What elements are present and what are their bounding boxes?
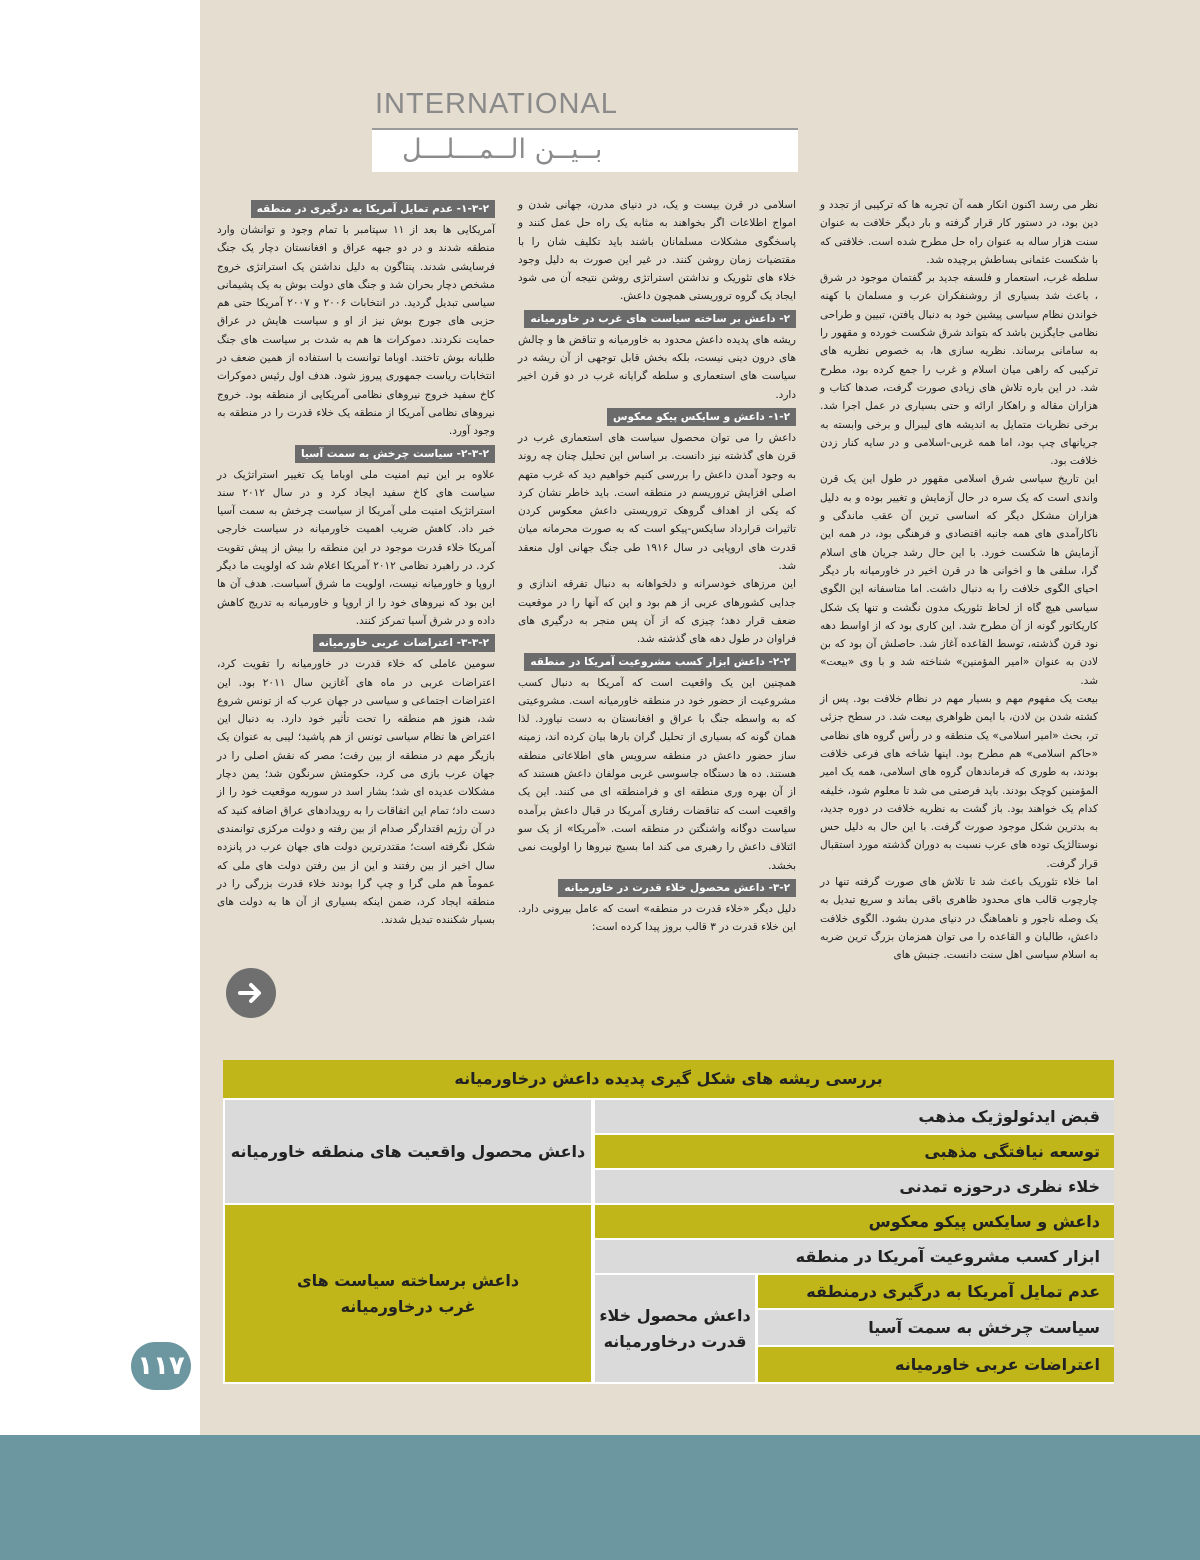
paragraph: دلیل دیگر «خلاء قدرت در منطقه» است که عامل بیرونی دارد. این خلاء قدرت در ۳ قالب بروز پیدا کرده است:: [518, 902, 796, 934]
table-row: داعش و سایکس پیکو معکوس: [595, 1205, 1114, 1238]
subgroup-label-power-vacuum: [595, 1275, 755, 1382]
group-label-western-policy: [225, 1205, 591, 1382]
text-column-1: [820, 196, 1098, 964]
paragraph: بیعت یک مفهوم مهم و بسیار مهم در نظام خلافت بود. پس از کشته شدن بن لادن، با ایمن ظواهری بیعت شد. در سطح جزئی تر، بحث «امیر اسلامی» یک منطقه و در رأس گروه های نظامی «حاکم اسلامی» هم مطرح بود. اینها شاخه های فرعی خلافت بودند، به طوری که فرماندهان گروه های اسلامی، همه یک امیر المؤمنین کوچک بودند. باید فرصتی می شد تا معلوم شود، خلیفه کدام یک خواهند بود. باز گشت به نظریه خلافت در دوره جدید، به بدترین شکل موجود صورت گرفت. با این حال به دلیل حس نوستالژیک توده های عرب نسبت به دوران گذشته مورد استقبال قرار گرفت.: [820, 693, 1098, 870]
paragraph: این تاریخ سیاسی شرق اسلامی مقهور در طول این یک قرن واندی است که یک سره در حال آزمایش و تغییر بوده و به دلیل هزاران مشکل دیگر که اساسی ترین آن عقب ماندگی و ناکارآمدی های همه جانبه اقتصادی و فرهنگی بود، در همه این آزمایش ها شکست خورد. با این حال رشد جریان های اسلام گرا، سلفی ها و اخوانی ها در قرن اخیر در خاورمیانه بار دیگر احیای الگوی خلافت را به دنبال داشت. اما متاسفانه این الگوی سیاسی هیچ گاه از لحاظ تئوریک مدون نگشت و تنها یک شکل کاریکاتور گونه از آن مطرح شد. این کاری بود که از اواسط دهه نود قرن گذشته، توسط القاعده آغاز شد. حاصلش آن بود که بن لادن به عنوان «امیر المؤمنین» شناخته شد و با وی «بیعت» شد.: [820, 473, 1098, 687]
table-title: بررسی ریشه های شکل گیری پدیده داعش درخاورمیانه: [223, 1060, 1114, 1098]
table-row: توسعه نیافتگی مذهبی: [595, 1135, 1114, 1168]
bottom-band: [0, 1435, 1200, 1560]
subgroup-label-line: قدرت درخاورمیانه: [603, 1331, 747, 1351]
section-heading: ۱-۲- داعش و سایکس پیکو معکوس: [607, 408, 796, 426]
group-label-regional: داعش محصول واقعیت های منطقه خاورمیانه: [225, 1100, 591, 1203]
section-heading: ۳-۲- داعش محصول خلاء قدرت در خاورمیانه: [558, 879, 796, 897]
section-label-english: INTERNATIONAL: [375, 88, 618, 120]
section-label-arabic: بــیــن الــمـــلـــل: [402, 134, 603, 165]
text-column-2: [518, 196, 796, 936]
section-heading: ۱-۳-۲- عدم تمایل آمریکا به درگیری در منطقه: [251, 200, 495, 218]
paragraph: اما خلاء تئوریک باعث شد تا تلاش های صورت گرفته تنها در چارچوب قالب های محدود ظاهری باقی بماند و سریع تبدیل به یک وصله ناجور و ناهماهنگ در دنیای مدرن بشود. الگوی خلافت داعش، طالبان و القاعده را می توان همزمان بزرگ ترین ضربه به اسلام سیاسی اهل سنت دانست. جنبش های: [820, 875, 1098, 962]
subgroup-label-line: داعش محصول خلاء: [599, 1305, 751, 1325]
paragraph: همچنین این یک واقعیت است که آمریکا به دنبال کسب مشروعیت از حضور خود در منطقه خاورمیانه است. مشروعیتی که به واسطه جنگ با عراق و افغانستان به دست نیاورد. لذا همان گونه که بسیاری از تحلیل گران بارها بیان کرده اند، زمینه ساز حضور داعش در منطقه سرویس های اطلاعاتی منطقه هستند. ده ها دستگاه جاسوسی غربی مولفان داعش هستند که از آن بهره وری منطقه ای و فرامنطقه ای می کنند. این یک واقعیت است که تناقضات رفتاری آمریکا در قبال داعش برآمده سیاست دوگانه واشنگتن در منطقه است. «آمریکا» از یک سو ائتلاف داعش را رهبری می کند اما بسیج نیروها را اولویت نمی بخشد.: [518, 676, 796, 872]
text-column-3: [217, 196, 495, 930]
paragraph: سلطه غرب، استعمار و فلسفه جدید بر گفتمان موجود در شرق ، باعث شد بسیاری از روشنفکران عرب و مسلمان با کهنه خواندن نظام سیاسی پیشین خود به دنبال یافتن، تبیین و طراحی نظامی جایگزین باشد که بتواند شرق شکست خورده و مقهور را به سامانی برساند. نظریه سازی ها، به خصوص نظریه های ترکیبی که راهی میان اسلام و غرب را جمع کرده بود، مطرح شد. در این باره تلاش های زیادی صورت گرفت، صدها کتاب و هزاران مقاله و راهکار ارائه و حتی بسیاری در عمل اجرا شد. برخی نظریات متمایل به اندیشه های لیبرال و برخی وابسته به جریانهای چپ بود، اما همه غربی-اسلامی و در سایه کنار زدن خلافت بود.: [820, 272, 1098, 468]
paragraph: علاوه بر این تیم امنیت ملی اوباما یک تغییر استراتژیک در سیاست های کاخ سفید ایجاد کرد و در سال ۲۰۱۲ سند استراتژیک امنیت ملی آمریکا از سیاست چرخش به سمت آسیا خبر داد. کاهش ضریب اهمیت خاورمیانه در سیاست خارجی آمریکا خلاء قدرت موجود در این منطقه را بیش از پیش تقویت کرد. در راهبرد نظامی ۲۰۱۲ آمریکا اعلام شد که اولویت ما دیگر اروپا و خاورمیانه نیست، اولویت ما شرق آسیاست. هدف آن ها این بود که نیروهای خود را از اروپا و خاورمیانه به تدریج کاهش داده و در شرق آسیا تمرکز کنند.: [217, 468, 495, 627]
section-heading: ۲- داعش بر ساخته سیاست های غرب در خاورمیانه: [524, 310, 796, 328]
page-number: ۱۱۷: [131, 1342, 191, 1390]
section-heading: ۲-۲- داعش ابزار کسب مشروعیت آمریکا در منطقه: [524, 653, 796, 671]
paragraph: ریشه های پدیده داعش محدود به خاورمیانه و تناقض ها و چالش های درون دینی نیست، بلکه بخش قابل توجهی از آن ریشه در سیاست های استعماری و سلطه گرایانه غرب در دو قرن اخیر دارد.: [518, 333, 796, 401]
section-label-box: [372, 128, 798, 172]
table-row: خلاء نظری درحوزه تمدنی: [595, 1170, 1114, 1203]
group-label-line: غرب درخاورمیانه: [340, 1296, 476, 1316]
table-row: سیاست چرخش به سمت آسیا: [758, 1310, 1114, 1345]
continue-arrow-icon[interactable]: [226, 968, 276, 1018]
table-row: ابزار کسب مشروعیت آمریکا در منطقه: [595, 1240, 1114, 1273]
table-row: اعتراضات عربی خاورمیانه: [758, 1347, 1114, 1382]
paragraph: این مرزهای خودسرانه و دلخواهانه به دنبال تفرقه اندازی و جدایی کشورهای عربی از هم بود و این که آنها را در موقعیت ضعف قرار دهد؛ چیزی که از آن پس منجر به درگیری های فراوان در طول دهه های گذشته شد.: [518, 578, 796, 646]
section-heading: ۳-۳-۲- اعتراضات عربی خاورمیانه: [313, 634, 496, 652]
section-heading: ۲-۳-۲- سیاست چرخش به سمت آسیا: [295, 445, 495, 463]
table-row: قبض ایدئولوژیک مذهب: [595, 1100, 1114, 1133]
paragraph: داعش را می توان محصول سیاست های استعماری غرب در قرن های گذشته نیز دانست. بر اساس این تحلیل چنان چه روند به وجود آمدن داعش را بررسی کنیم خواهیم دید که غرب متهم اصلی افزایش تروریسم در منطقه است. باید خاطر نشان کرد که یکی از اهداف گروهک تروریستی داعش معکوس کردن تاثیرات قرارداد سایکس-پیکو است که به صورت محرمانه میان قدرت های اروپایی در سال ۱۹۱۶ طی جنگ جهانی اول منعقد شد.: [518, 431, 796, 573]
paragraph: سومین عاملی که خلاء قدرت در خاورمیانه را تقویت کرد، اعتراضات عربی در ماه های آغازین سال ۲۰۱۱ بود. این اعتراضات اجتماعی و سیاسی در جهان عرب که از تونس شروع شد، هنوز هم منطقه را تحت تأثیر خود دارد. به دنبال این اعتراض ها نظام سیاسی تونس از هم پاشید؛ لیبی به عنوان یک بازیگر مهم در منطقه از بین رفت؛ مصر که نقش اصلی را در جهان عرب بازی می کرد، حکومتش سرنگون شد؛ یمن دچار مشکلات عدیده ای شد؛ بشار اسد در سوریه موقعیت خود را از دست داد؛ تمام این اتفاقات را به رویدادهای عراق اضافه کنید که در آن رژیم اقتدارگر صدام از بین رفته و دولت مرکزی توانمندی شکل نگرفته است؛ مقتدرترین دولت های جهان عرب در پانزده سال اخیر از بین رفتند و این از بین رفتن دولت های ملی که عموماً هم ملی گرا و چپ گرا بودند خلاء قدرت بزرگی را در منطقه ایجاد کرد، ضمن اینکه بسیاری از آن ها به دولت های بسیار شکننده تبدیل شدند.: [217, 658, 495, 927]
paragraph: نظر می رسد اکنون انکار همه آن تجربه ها که ترکیبی از تجدد و دین بود، در دستور کار قرار گرفته و بار دیگر خلافت به عنوان سنت هزار ساله به عنوان راه حل مطرح شده است. خلافتی که با شکست عثمانی بساطش برچیده شد.: [820, 199, 1098, 266]
header-rule: [372, 128, 798, 130]
summary-table: [223, 1060, 1114, 1384]
table-row: عدم تمایل آمریکا به درگیری درمنطقه: [758, 1275, 1114, 1308]
paragraph: اسلامی در قرن بیست و یک، در دنیای مدرن، جهانی شدن و امواج اطلاعات اگر بخواهند به مثابه یک راه حل عمل کنند و پاسخگوی مشکلات مسلمانان باشند باید تکلیف شان را با مقتضیات زمان روشن کنند. در غیر این صورت به دلیل وجود خلاء های تئوریک و نداشتن استراتژی روشن نتیجه آن می شود ایجاد یک گروه تروریستی همچون داعش.: [518, 199, 796, 303]
group-label-line: داعش برساخته سیاست های: [296, 1270, 520, 1290]
paragraph: آمریکایی ها بعد از ۱۱ سپتامبر با تمام وجود و توانشان وارد منطقه شدند و در دو جبهه عراق و افغانستان دچار یک جنگ فرسایشی شدند. پنتاگون به دلیل نداشتن یک استراتژی خروج مشخص دچار بحران شد و جنگ های دولت بوش به یک پشیمانی سیاسی تبدیل گردید. در انتخابات ۲۰۰۶ و ۲۰۰۷ آمریکا حتی هم حزبی های جورج بوش نیز از او و سیاست هایش در عراق حمایت نکردند. دموکرات ها هم به شدت بر سیاست های جنگ طلبانه بوش تاختند. اوباما توانست با استفاده از همین ضعف در انتخابات ریاست جمهوری پیروز شود. هدف اول رئیس دموکرات کاخ سفید خروج نیروهای نظامی آمریکایی از منطقه بود. خروج نیروهای نظامی آمریکا از منطقه یک خلاء قدرت را در منطقه به وجود آورد.: [217, 224, 495, 438]
